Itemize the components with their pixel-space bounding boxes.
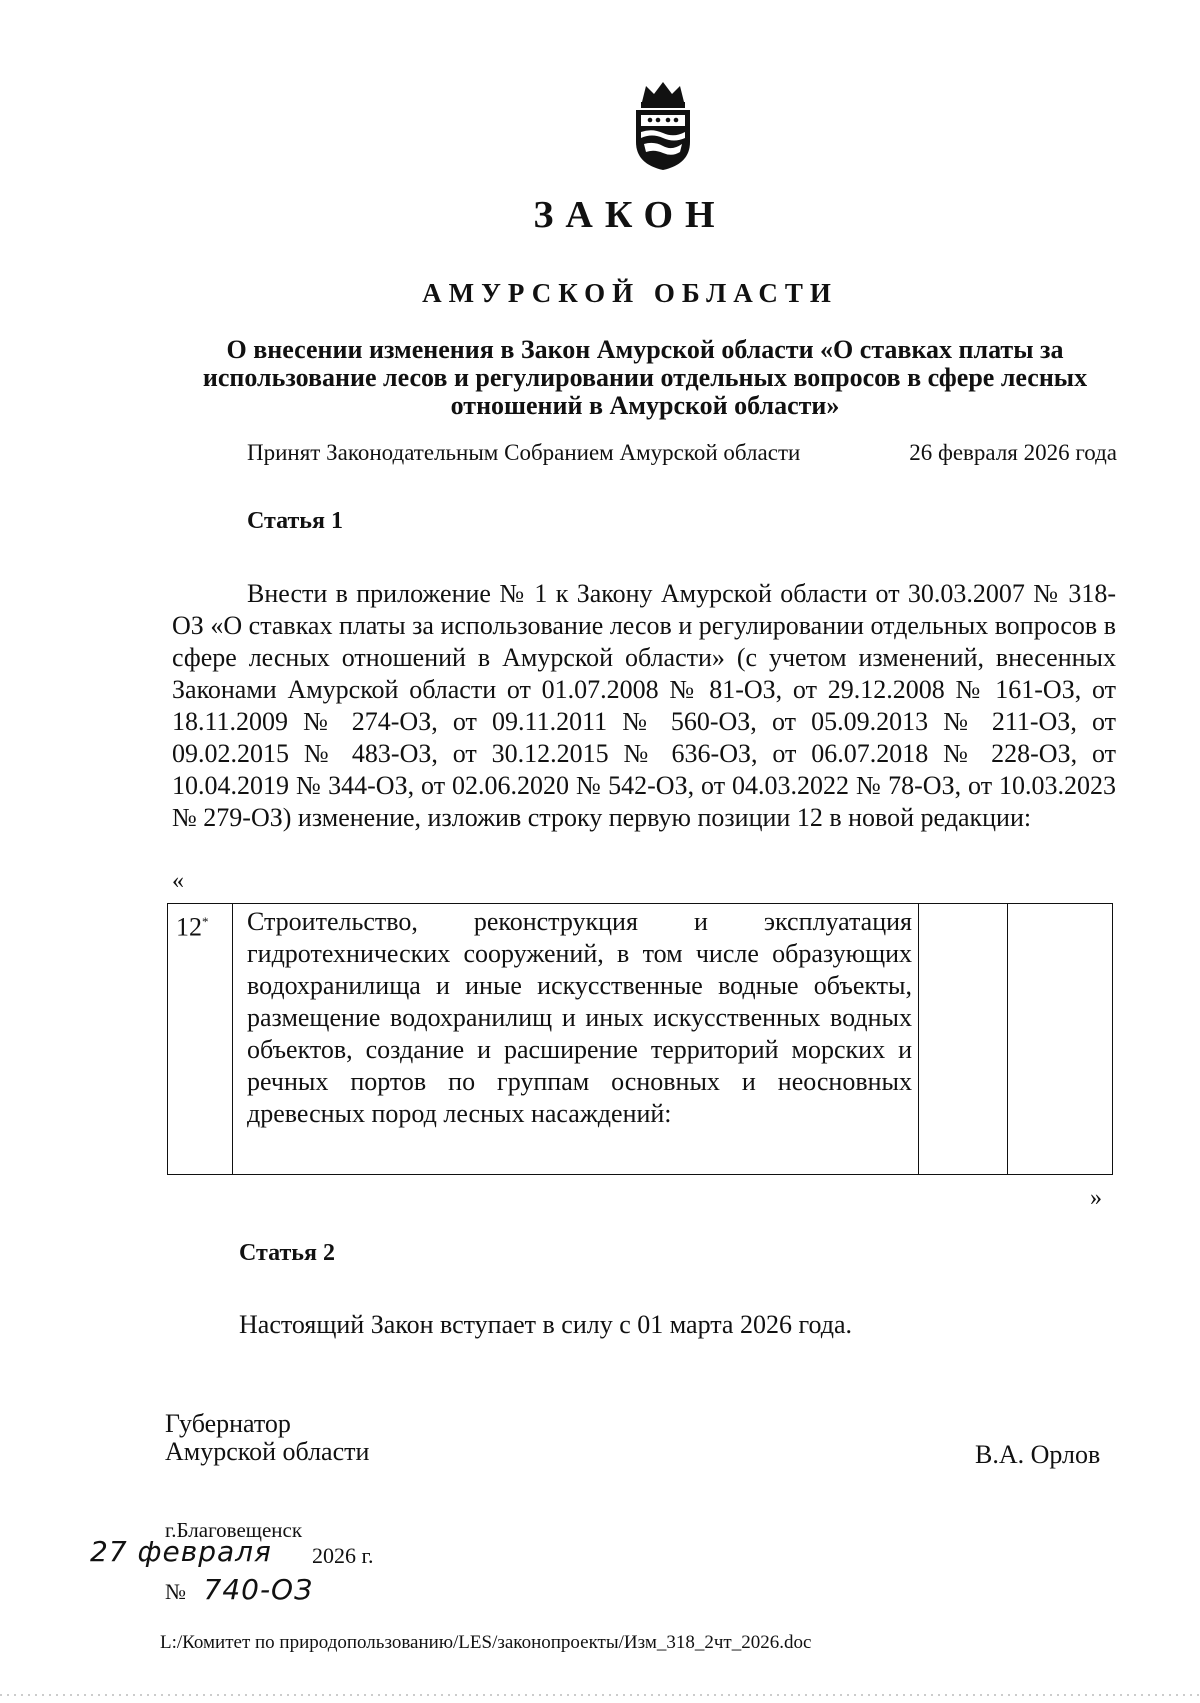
article-2-text: Настоящий Закон вступает в силу с 01 марта 2026 года.	[239, 1310, 852, 1339]
governor-line-2: Амурской области	[165, 1437, 370, 1466]
empty-cell	[1008, 904, 1113, 1175]
article-1-heading: Статья 1	[247, 508, 343, 534]
law-title: О внесении изменения в Закон Амурской области «О ставках платы за использование лесов и регулировании отдельных вопросов в сфере лесных отношений в Амурской области»	[202, 335, 1088, 420]
handwritten-number: 740-ОЗ	[203, 1573, 314, 1606]
law-number	[165, 1573, 313, 1606]
governor-name: В.А. Орлов	[975, 1440, 1101, 1469]
article-1-text: Внести в приложение № 1 к Закону Амурской области от 30.03.2007 № 318-ОЗ «О ставках платы за использование лесов и регулировании отдельных вопросов в сфере лесных отношений в Амурской области» (с учетом изменений, внесенных Законами Амурской области от 01.07.2008 № 81-ОЗ, от 29.12.2008 № 161-ОЗ, от 18.11.2009 № 274-ОЗ, от 09.11.2011 № 560-ОЗ, от 05.09.2013 № 211-ОЗ, от 09.02.2015 № 483-ОЗ, от 30.12.2015 № 636-ОЗ, от 06.07.2018 № 228-ОЗ, от 10.04.2019 № 344-ОЗ, от 02.06.2020 № 542-ОЗ, от 04.03.2022 № 78-ОЗ, от 10.03.2023 № 279-ОЗ) изменение, изложив строку первую позиции 12 в новой редакции:	[172, 579, 1116, 832]
governor-title	[165, 1410, 369, 1466]
empty-cell	[919, 904, 1008, 1175]
region-title: АМУРСКОЙ ОБЛАСТИ	[422, 278, 838, 308]
scan-edge-noise	[0, 1692, 1200, 1698]
adopted-date: 26 февраля 2026 года	[909, 440, 1117, 465]
quote-close: »	[1090, 1185, 1102, 1211]
position-mark: *	[202, 914, 209, 929]
handwritten-date: 27 февраля	[90, 1535, 272, 1568]
number-prefix: №	[165, 1579, 186, 1604]
quote-open: «	[172, 868, 184, 894]
table-row	[168, 904, 1113, 1175]
article-2-heading: Статья 2	[239, 1240, 335, 1266]
adopted-by: Принят Законодательным Собранием Амурской области	[247, 440, 801, 465]
file-path: L:/Комитет по природопользованию/LES/законопроекты/Изм_318_2чт_2026.doc	[160, 1632, 812, 1653]
amendment-table	[167, 903, 1113, 1175]
document-title: ЗАКОН	[533, 194, 727, 236]
position-number: 12	[176, 912, 202, 942]
city: г.Благовещенск	[165, 1518, 303, 1542]
adoption-line	[247, 440, 1117, 466]
date-year: 2026 г.	[312, 1543, 374, 1568]
position-description: Строительство, реконструкция и эксплуатация гидротехнических сооружений, в том числе образующих водохранилища и иные искусственные водные объекты, размещение водохранилищ и иных искусственных водных объектов, создание и расширение территорий морских и речных портов по группам основных и неосновных древесных пород лесных насаждений:	[233, 904, 919, 1175]
coat-of-arms-emblem-icon	[628, 80, 698, 172]
position-number-cell	[168, 904, 233, 1175]
governor-line-1: Губернатор	[165, 1409, 291, 1438]
